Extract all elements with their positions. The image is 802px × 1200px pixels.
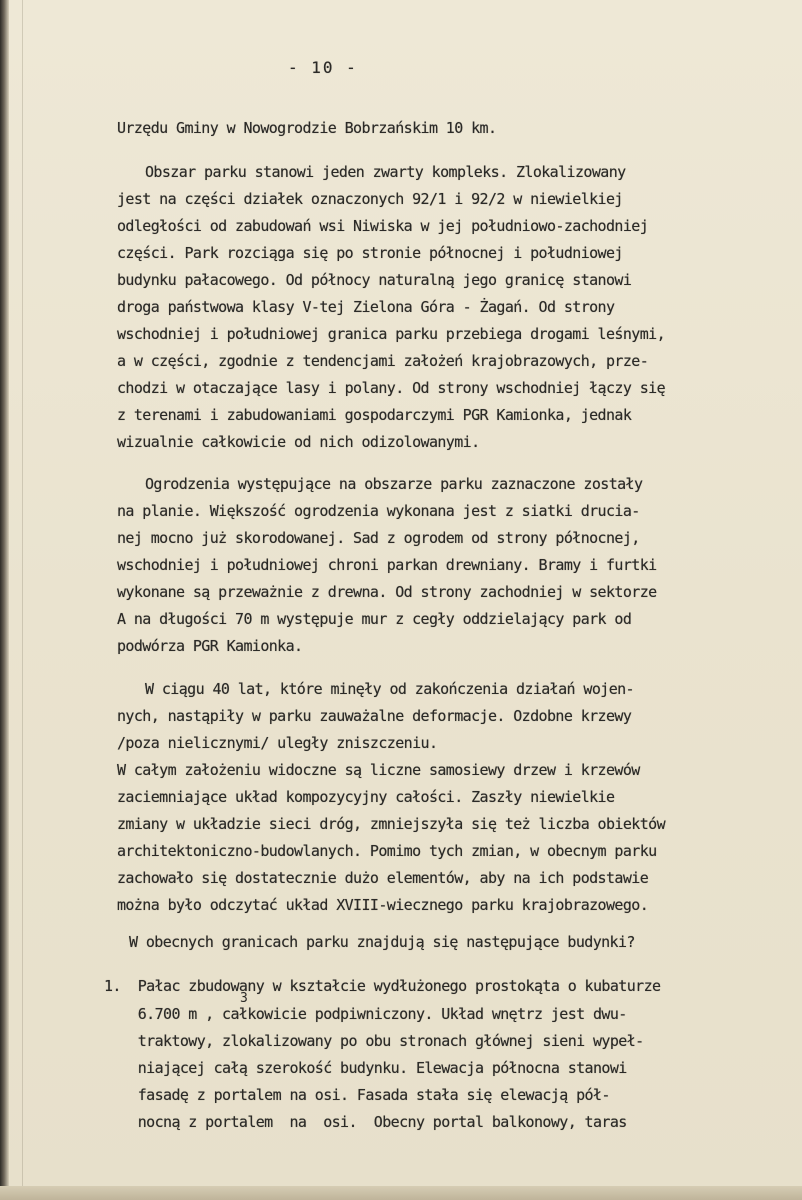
text-line-23: W całym założeniu widoczne są liczne samosiewy drzew i krzewów	[117, 761, 640, 779]
list-item-1-line-3: traktowy, zlokalizowany po obu stronach głównej sieni wypeł-	[104, 1032, 644, 1050]
text-line-25: zmiany w układzie sieci dróg, zmniejszyła się też liczba obiektów	[117, 815, 666, 833]
text-line-14: na planie. Większość ogrodzenia wykonana jest z siatki druciа-	[117, 502, 640, 520]
text-line-5: części. Park rozciąga się po stronie północnej i południowej	[117, 244, 623, 262]
list-item-1-line-1: 1. Pałac zbudowany w kształcie wydłużonego prostokąta o kubaturze	[104, 977, 661, 995]
list-item-1-line-4: niającej całą szerokość budynku. Elewacja północna stanowi	[104, 1059, 627, 1077]
text-line-26: architektoniczno-budowlanych. Pomimo tych zmian, w obecnym parku	[117, 842, 657, 860]
text-line-17: wykonane są przeważnie z drewna. Od strony zachodniej w sektorze	[117, 583, 657, 601]
text-line-11: z terenami i zabudowaniami gospodarczymi PGR Kamionka, jednak	[117, 406, 632, 424]
text-line-3: jest na części działek oznaczonych 92/1 i 92/2 w niewielkiej	[117, 190, 623, 208]
text-line-15: nej mocno już skorodowanej. Sad z ogrodem od strony północnej,	[117, 529, 640, 547]
text-line-7: droga państwowa klasy V-tej Zielona Góra - Żagań. Od strony	[117, 298, 615, 316]
list-item-1-line-2: 6.700 m , całkowicie podpiwniczony. Układ wnętrz jest dwu-	[104, 1005, 627, 1023]
text-line-29: W obecnych granicach parku znajdują się następujące budynki?	[129, 933, 635, 951]
scan-margin-line	[22, 0, 23, 1200]
text-line-27: zachowało się dostatecznie dużo elementów, aby na ich podstawie	[117, 869, 649, 887]
text-line-18: A na długości 70 m występuje mur z cegły oddzielający park od	[117, 610, 632, 628]
text-line-21: nych, nastąpiły w parku zauważalne deformacje. Ozdobne krzewy	[117, 707, 632, 725]
text-line-1: Urzędu Gminy w Nowogrodzie Bobrzańskim 10 km.	[117, 119, 497, 137]
text-line-10: chodzi w otaczające lasy i polany. Od strony wschodniej łączy się	[117, 379, 666, 397]
text-line-28: można było odczytać układ XVIII-wiecznego parku krajobrazowego.	[117, 896, 649, 914]
text-line-19: podwórza PGR Kamionka.	[117, 637, 303, 655]
text-line-2: Obszar parku stanowi jeden zwarty kompleks. Zlokalizowany	[145, 163, 626, 181]
text-line-8: wschodniej i południowej granica parku przebiega drogami leśnymi,	[117, 325, 666, 343]
list-item-1-line-5: fasadę z portalem na osi. Fasada stała się elewacją pół-	[104, 1086, 610, 1104]
text-line-4: odległości od zabudowań wsi Niwiska w jej południowo-zachodniej	[117, 217, 649, 235]
scan-bottom-edge	[0, 1186, 802, 1200]
text-line-22: /poza nielicznymi/ uległy zniszczeniu.	[117, 734, 438, 752]
text-line-20: W ciągu 40 lat, które minęły od zakończenia działań wojen-	[145, 680, 634, 698]
page-number: - 10 -	[288, 58, 358, 77]
text-line-24: zaciemniające układ kompozycyjny całości. Zaszły niewielkie	[117, 788, 615, 806]
text-line-9: a w części, zgodnie z tendencjami założeń krajobrazowych, prze-	[117, 352, 649, 370]
text-line-13: Ogrodzenia występujące na obszarze parku zaznaczone zostały	[145, 475, 643, 493]
list-item-1-line-6: nocną z portalem na osi. Obecny portal balkonowy, taras	[104, 1113, 627, 1131]
scan-left-edge-shadow	[0, 0, 9, 1200]
text-line-6: budynku pałacowego. Od północy naturalną jego granicę stanowi	[117, 271, 632, 289]
superscript-3: 3	[240, 991, 248, 1006]
text-line-16: wschodniej i południowej chroni parkan drewniany. Bramy i furtki	[117, 556, 657, 574]
text-line-12: wizualnie całkowicie od nich odizolowanymi.	[117, 433, 480, 451]
